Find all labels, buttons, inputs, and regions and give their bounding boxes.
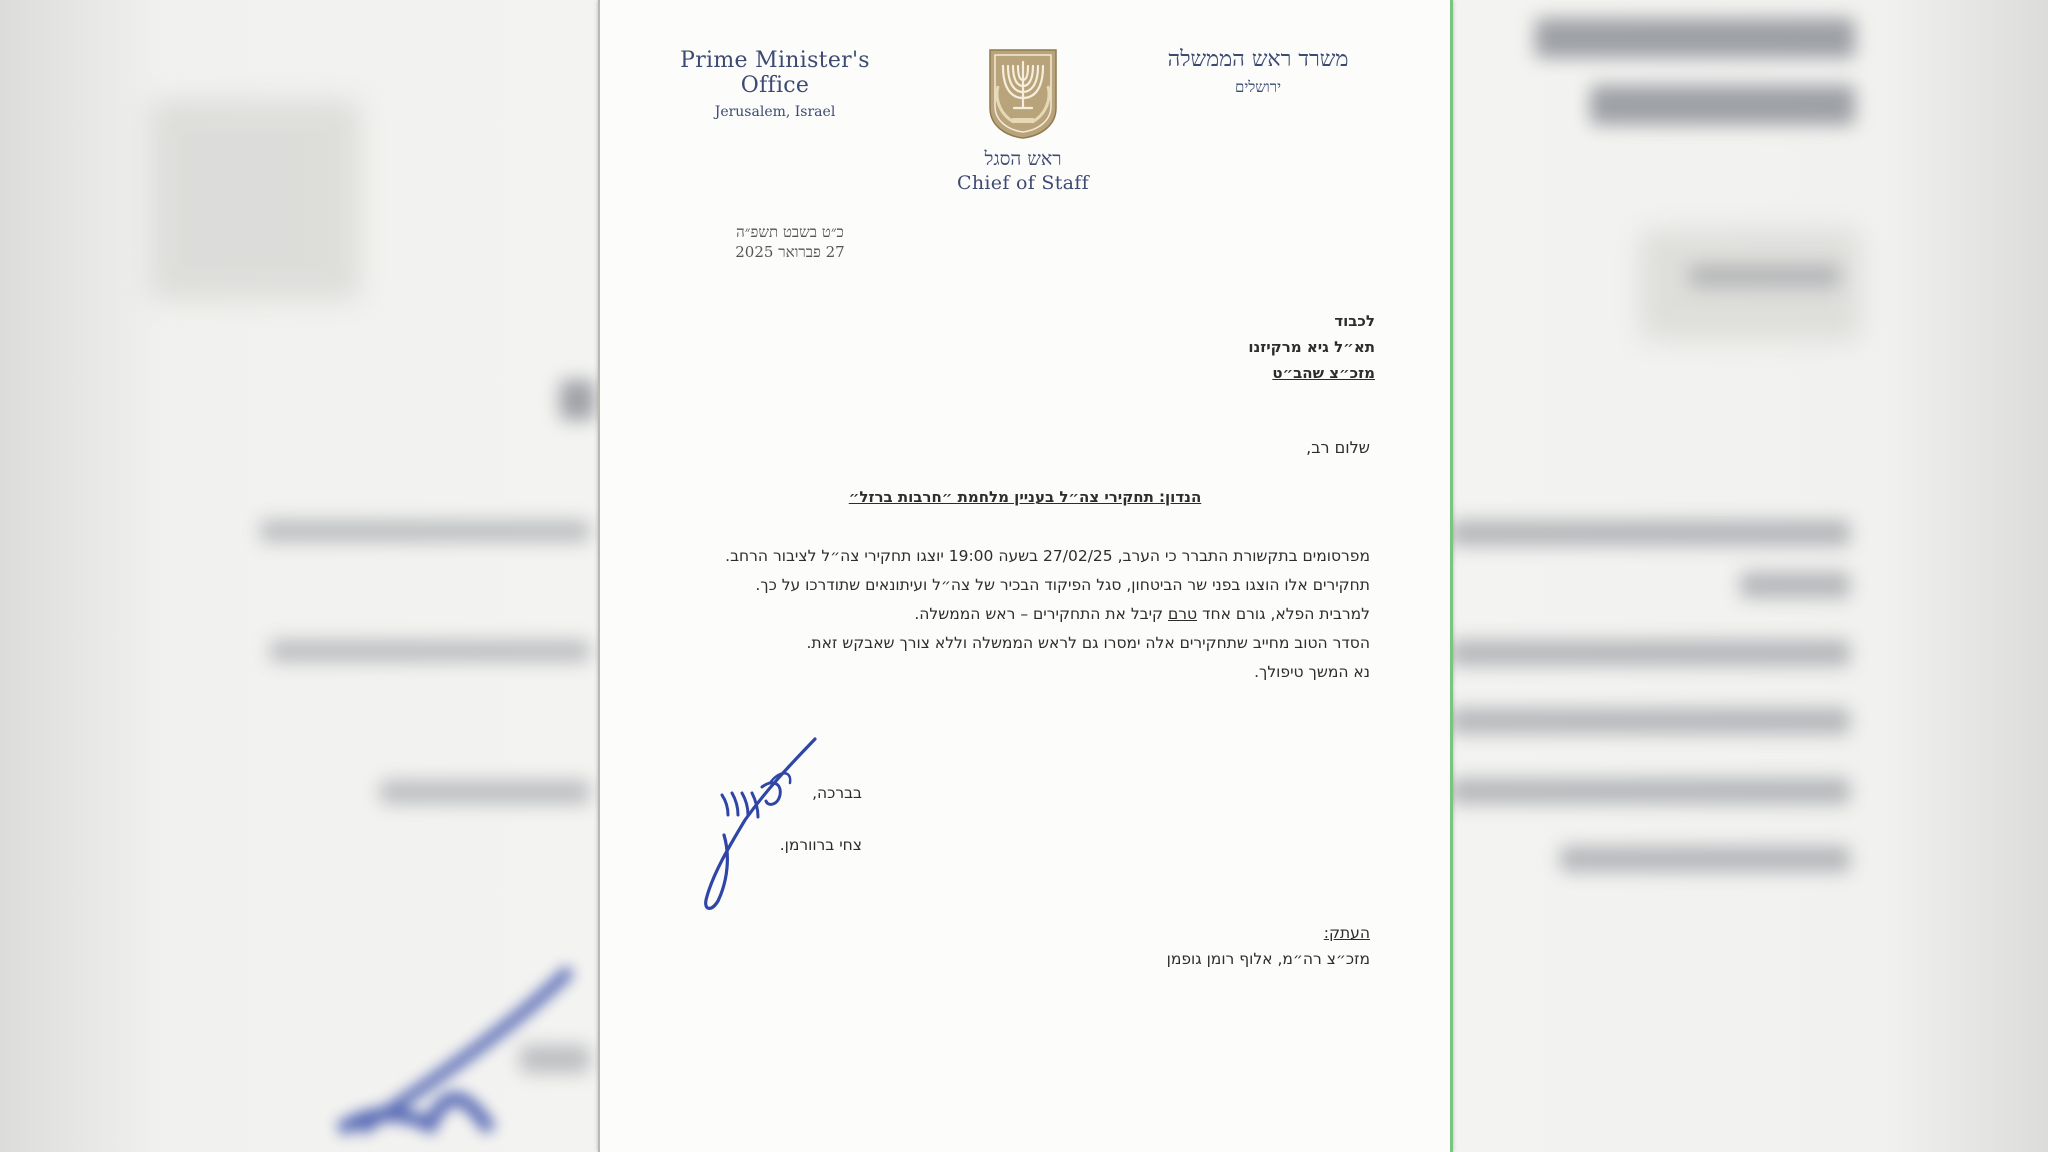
cc-recipient: מזכ״צ רה״מ, אלוף רומן גופמן	[1166, 950, 1370, 968]
letter-date	[690, 222, 890, 262]
body-line-2: תחקירים אלו הוצגו בפני שר הביטחון, סגל הפיקוד הבכיר של צה״ל ועיתונאים שתודרכו על כך.	[755, 576, 1370, 594]
office-name-en: Prime Minister's Office	[680, 48, 870, 98]
body-line-3-start: למרבית הפלא, גורם אחד	[1197, 605, 1370, 623]
office-city-he: ירושלים	[1234, 78, 1282, 96]
body-line-3-emphasis: טרם	[1167, 605, 1198, 623]
title-he: ראש הסגל	[984, 148, 1062, 170]
letterhead-english	[655, 48, 895, 120]
recipient-salutation: לכבוד	[1334, 312, 1375, 330]
date-hebrew: כ״ט בשבט תשפ״ה	[736, 223, 844, 241]
body-line-1: מפרסומים בתקשורת התברר כי הערב, 27/02/25 בשעה 19:00 יוצגו תחקירי צה״ל לציבור הרחב.	[725, 547, 1370, 565]
body-line-4: הסדר הטוב מחייב שתחקירים אלה ימסרו גם לראש הממשלה וללא צורך שאבקש זאת.	[806, 634, 1370, 652]
state-emblem-icon	[984, 46, 1062, 140]
closing-regards: בברכה,	[812, 784, 862, 802]
recipient-block	[1075, 308, 1375, 386]
body-line-3-end: קיבל את התחקירים – ראש הממשלה.	[914, 605, 1168, 623]
letter-page	[598, 0, 1453, 1152]
subject-line: הנדון: תחקירי צה״ל בעניין מלחמת ״חרבות ברזל״	[848, 488, 1202, 506]
office-city-en: Jerusalem, Israel	[714, 104, 836, 120]
blurred-signature	[300, 960, 600, 1152]
greeting: שלום רב,	[1306, 438, 1370, 457]
office-name-he: משרד ראש הממשלה	[1167, 47, 1349, 72]
letterhead-hebrew	[1128, 46, 1388, 97]
body-line-5: נא המשך טיפולך.	[1254, 663, 1370, 681]
chief-of-staff-title	[925, 148, 1121, 194]
handwritten-signature	[700, 735, 820, 915]
cc-label: העתק:	[1323, 924, 1370, 942]
recipient-name: תא״ל גיא מרקיזנו	[1248, 338, 1375, 356]
title-en: Chief of Staff	[957, 172, 1089, 194]
letter-body	[700, 542, 1370, 687]
body-line-3	[700, 600, 1370, 629]
signer-name: צחי ברוורמן.	[779, 836, 862, 854]
recipient-role: מזכ״צ שהב״ט	[1272, 364, 1375, 382]
date-gregorian: 27 פברואר 2025	[735, 243, 845, 261]
cc-block	[1070, 920, 1370, 972]
